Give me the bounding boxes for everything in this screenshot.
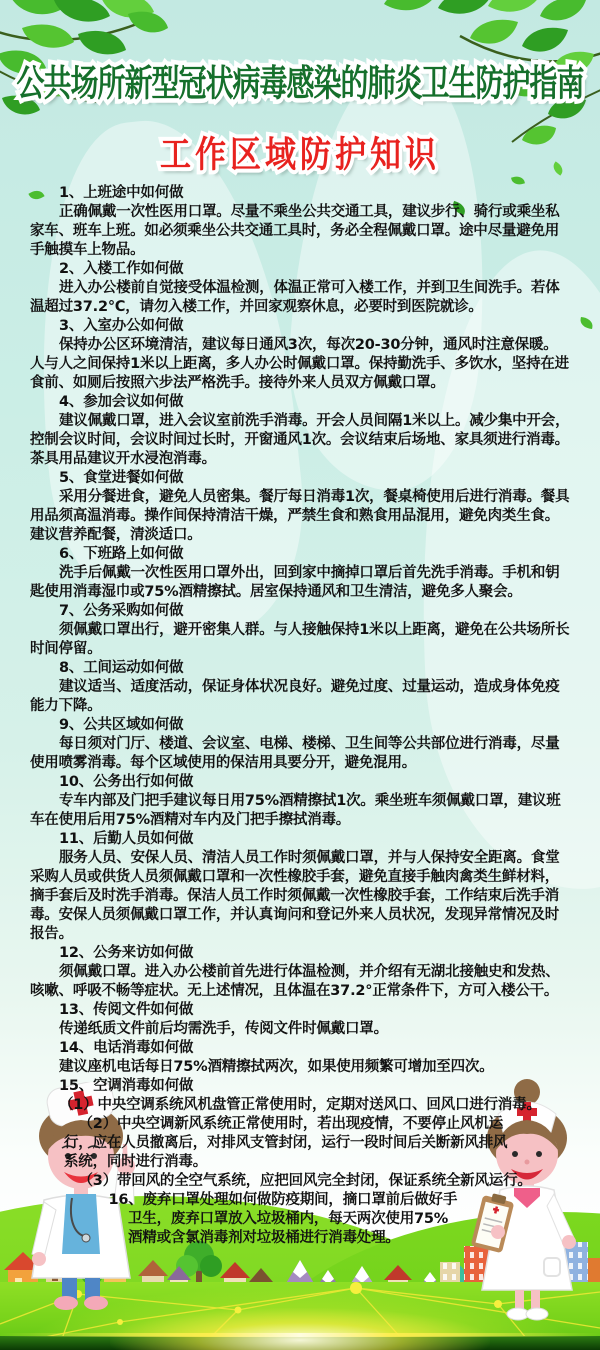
section-paragraph: （3）带回风的全空气系统，应把回风完全封闭，保证系统全新风运行。 bbox=[78, 1173, 532, 1189]
section bbox=[30, 1191, 570, 1248]
section bbox=[30, 659, 570, 716]
section-paragraph: 须佩戴口罩出行，避开密集人群。与人接触保持1米以上距离，避免在公共场所长时间停留。 bbox=[30, 622, 570, 657]
section-heading: 10、公务出行如何做 bbox=[59, 774, 194, 790]
section-heading: 1、上班途中如何做 bbox=[59, 185, 184, 201]
section-paragraph: 专车内部及门把手建议每日用75%酒精擦拭1次。乘坐班车须佩戴口罩，建议班车在使用后用75%酒精对车内及门把手擦拭消毒。 bbox=[30, 793, 561, 828]
section bbox=[30, 1077, 570, 1191]
section bbox=[30, 545, 570, 602]
section-paragraph: 建议佩戴口罩，进入会议室前洗手消毒。开会人员间隔1米以上。减少集中开会，控制会议时间，会议时间过长时，开窗通风1次。会议结束后场地、家具须进行消毒。茶具用品建议开水浸泡消毒。 bbox=[30, 413, 570, 467]
poster-subtitle: 工作区域防护知识 工作区域防护知识 bbox=[0, 125, 600, 177]
section-heading: 12、公务来访如何做 bbox=[59, 945, 194, 961]
section-paragraph: 服务人员、安保人员、清洁人员工作时须佩戴口罩，并与人保持安全距离。食堂采购人员或供货人员须佩戴口罩和一次性橡胶手套，避免直接手触肉禽类生鲜材料，摘手套后及时洗手消毒。保洁人员工作时须佩戴一次性橡胶手套，工作结束后洗手消毒。安保人员须佩戴口罩工作，并认真询问和登记外来人员状况，发现异常情况及时报告。 bbox=[30, 850, 560, 942]
section-heading: 7、公务采购如何做 bbox=[59, 603, 184, 619]
section-paragraph: 建议适当、适度活动，保证身体状况良好。避免过度、过量运动，造成身体免疫能力下降。 bbox=[30, 679, 560, 714]
section-paragraph: 进入办公楼前自觉接受体温检测，体温正常可入楼工作，并到卫生间洗手。若体温超过37.2℃，请勿入楼工作，并回家观察休息，必要时到医院就诊。 bbox=[30, 280, 560, 315]
section-paragraph: 洗手后佩戴一次性医用口罩外出，回到家中摘掉口罩后首先洗手消毒。手机和钥匙使用消毒湿巾或75%酒精擦拭。居室保持通风和卫生清洁，避免多人聚会。 bbox=[30, 565, 560, 600]
section-paragraph: 建议座机电话每日75%酒精擦拭两次，如果使用频繁可增加至四次。 bbox=[59, 1059, 494, 1075]
sections-list bbox=[30, 184, 570, 1248]
section bbox=[30, 773, 570, 830]
section-paragraph: 16、废弃口罩处理如何做防疫期间，摘口罩前后做好手卫生，废弃口罩放入垃圾桶内，每天两次使用75%酒精或含氯消毒剂对垃圾桶进行消毒处理。 bbox=[108, 1192, 458, 1246]
section-heading: 6、下班路上如何做 bbox=[59, 546, 184, 562]
section-paragraph: （1）中央空调系统风机盘管正常使用时，定期对送风口、回风口进行消毒。 bbox=[59, 1097, 541, 1113]
section-heading: 11、后勤人员如何做 bbox=[59, 831, 194, 847]
section bbox=[30, 944, 570, 1001]
section bbox=[30, 393, 570, 469]
section bbox=[30, 716, 570, 773]
section-heading: 4、参加会议如何做 bbox=[59, 394, 184, 410]
section-paragraph: 传递纸质文件前后均需洗手，传阅文件时佩戴口罩。 bbox=[59, 1021, 388, 1037]
section bbox=[30, 1039, 570, 1077]
section-paragraph: 正确佩戴一次性医用口罩。尽量不乘坐公共交通工具，建议步行、骑行或乘坐私家车、班车上班。如必须乘坐公共交通工具时，务必全程佩戴口罩。途中尽量避免用手触摸车上物品。 bbox=[30, 204, 560, 258]
footer-glow bbox=[110, 1308, 490, 1350]
section-heading: 15、空调消毒如何做 bbox=[59, 1078, 194, 1094]
section-paragraph: 采用分餐进食，避免人员密集。餐厅每日消毒1次，餐桌椅使用后进行消毒。餐具用品须高温消毒。操作间保持清洁干燥，严禁生食和熟食用品混用，避免肉类生食。建议营养配餐，清淡适口。 bbox=[30, 489, 570, 543]
section bbox=[30, 830, 570, 944]
section bbox=[30, 1001, 570, 1039]
section-heading: 14、电话消毒如何做 bbox=[59, 1040, 194, 1056]
section bbox=[30, 260, 570, 317]
section bbox=[30, 184, 570, 260]
poster-title: 公共场所新型冠状病毒感染的肺炎卫生防护指南 公共场所新型冠状病毒感染的肺炎卫生防护指南 bbox=[0, 55, 600, 107]
section-heading: 3、入室办公如何做 bbox=[59, 318, 184, 334]
section-heading: 8、工间运动如何做 bbox=[59, 660, 184, 676]
section-heading: 2、入楼工作如何做 bbox=[59, 261, 184, 277]
section-paragraph: 保持办公区环境清洁，建议每日通风3次，每次20-30分钟，通风时注意保暖。人与人之间保持1米以上距离，多人办公时佩戴口罩。保持勤洗手、多饮水，坚持在进食前、如厕后按照六步法严格洗手。接待外来人员双方佩戴口罩。 bbox=[30, 337, 569, 391]
section-heading: 13、传阅文件如何做 bbox=[59, 1002, 194, 1018]
section-paragraph: 须佩戴口罩。进入办公楼前首先进行体温检测，并介绍有无湖北接触史和发热、咳嗽、呼吸不畅等症状。无上述情况，且体温在37.2°正常条件下，方可入楼公干。 bbox=[30, 964, 560, 999]
section bbox=[30, 469, 570, 545]
section-paragraph: （2）中央空调新风系统正常使用时，若出现疫情，不要停止风机运行，应在人员撤离后，对排风支管封闭，运行一段时间后关断新风排风系统，同时进行消毒。 bbox=[64, 1116, 508, 1170]
section bbox=[30, 602, 570, 659]
footer-glow-line bbox=[0, 1333, 600, 1337]
section-paragraph: 每日须对门厅、楼道、会议室、电梯、楼梯、卫生间等公共部位进行消毒，尽量使用喷雾消毒。每个区域使用的保洁用具要分开，避免混用。 bbox=[30, 736, 560, 771]
section-heading: 9、公共区域如何做 bbox=[59, 717, 184, 733]
section-heading: 5、食堂进餐如何做 bbox=[59, 470, 184, 486]
section bbox=[30, 317, 570, 393]
